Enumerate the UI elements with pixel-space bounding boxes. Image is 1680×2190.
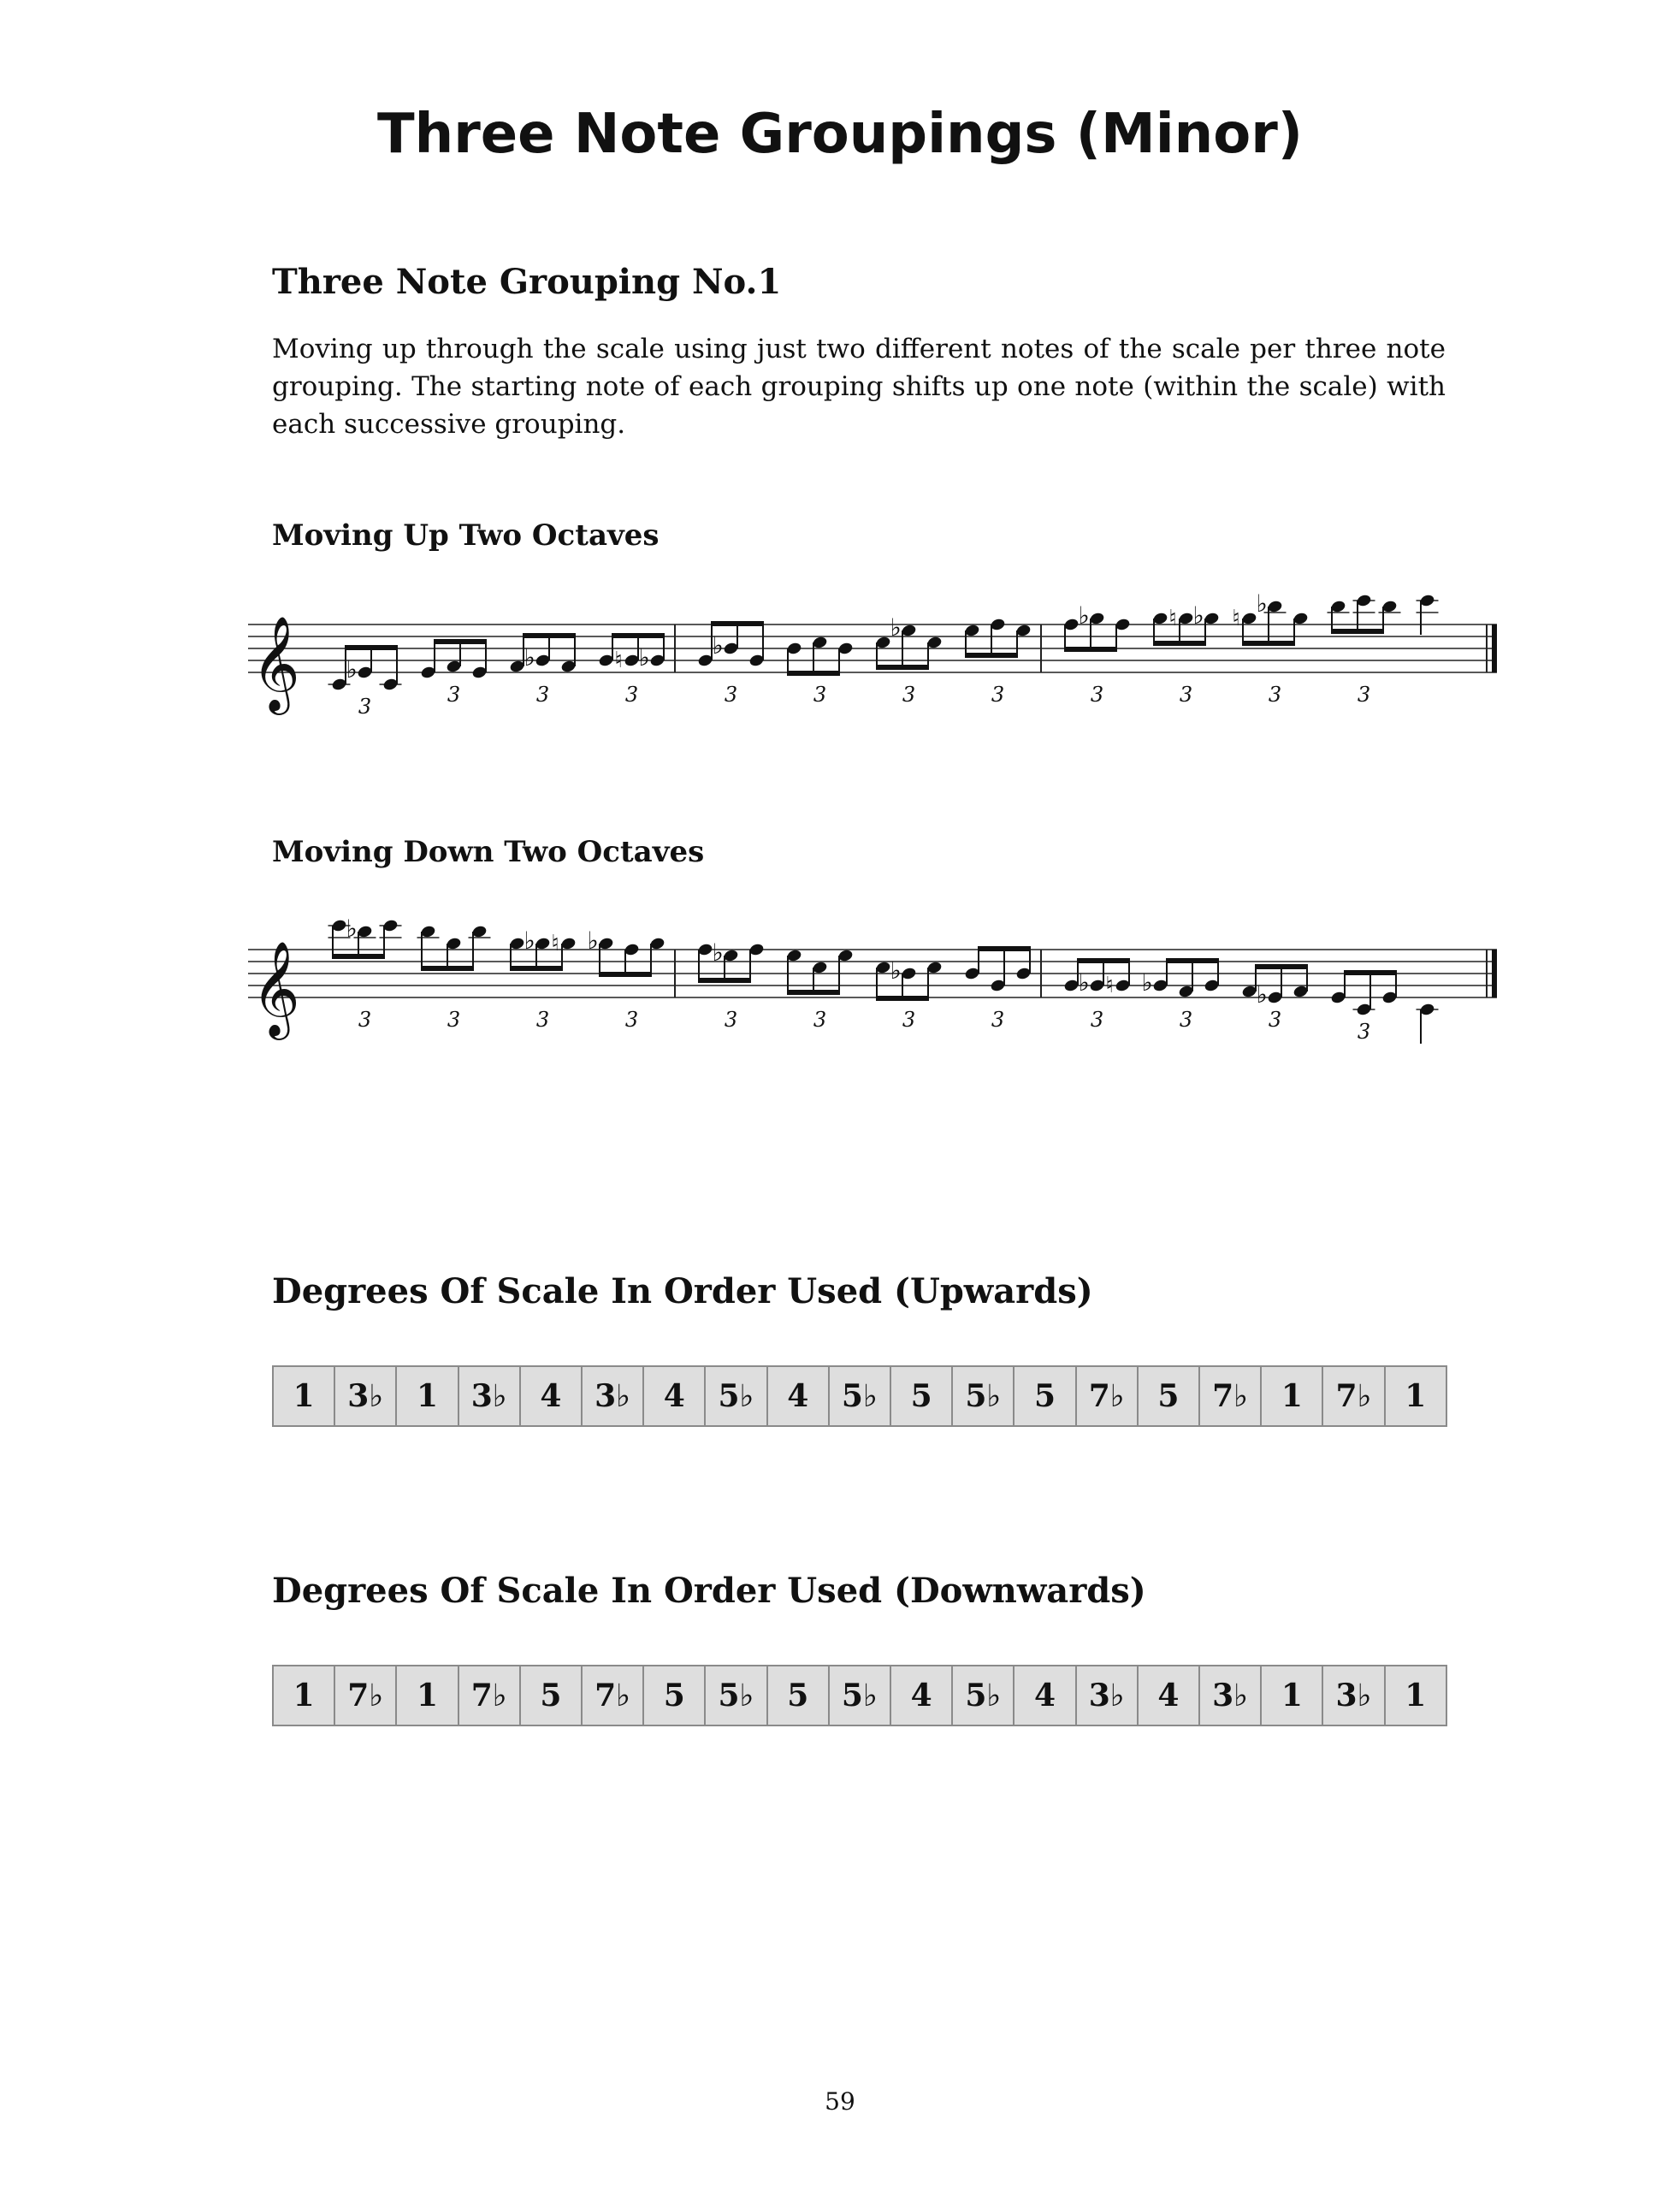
tuplet-label: 3 — [902, 1008, 916, 1032]
degree-cell: 4 — [1014, 1666, 1075, 1725]
degrees-upwards-table — [272, 1365, 1447, 1427]
staff-moving-down — [240, 890, 1523, 1078]
flat-icon: ♭ — [587, 926, 599, 955]
degree-cell: 4 — [1138, 1666, 1199, 1725]
natural-icon: ♮ — [1232, 606, 1240, 631]
degree-cell: 3♭ — [1076, 1666, 1138, 1725]
degree-cell: 7♭ — [334, 1666, 396, 1725]
beam — [877, 665, 928, 670]
degree-cell: 5 — [1014, 1366, 1075, 1426]
degree-cell: 1 — [273, 1366, 334, 1426]
flat-icon: ♭ — [890, 613, 902, 642]
degree-cell: 4 — [890, 1666, 952, 1725]
degree-cell: 4 — [520, 1366, 582, 1426]
degree-cell: 5 — [890, 1366, 952, 1426]
tuplet-label: 3 — [358, 1008, 372, 1032]
beam — [346, 645, 397, 650]
tuplet-label: 3 — [902, 683, 916, 707]
flat-icon: ♭ — [1256, 589, 1268, 618]
tuplet-label: 3 — [358, 695, 372, 719]
degree-cell: 4 — [643, 1366, 705, 1426]
degree-cell: 1 — [1385, 1366, 1446, 1426]
tuplet-label: 3 — [1268, 683, 1282, 707]
tuplet-label: 3 — [535, 683, 550, 707]
degree-cell: 3♭ — [582, 1366, 643, 1426]
degree-cell: 7♭ — [458, 1666, 520, 1725]
tuplet-label: 3 — [1357, 683, 1371, 707]
tuplet-label: 3 — [624, 683, 639, 707]
page-title: Three Note Groupings (Minor) — [376, 103, 1304, 166]
flat-icon: ♭ — [1192, 601, 1204, 630]
tuplet-label: 3 — [991, 1008, 1005, 1032]
flat-icon: ♭ — [1256, 980, 1268, 1009]
degree-cell: 3♭ — [1322, 1666, 1384, 1725]
tuplet-label: 3 — [447, 1008, 461, 1032]
tuplet-label: 3 — [724, 1008, 738, 1032]
treble-clef-icon: 𝄞 — [251, 940, 300, 1036]
flat-icon: ♭ — [524, 643, 535, 672]
tuplet-label: 3 — [991, 683, 1005, 707]
section-description: Moving up through the scale using just two different notes of the scale per three note grouping. The starting note of each grouping shifts up one note (within the scale) with each successive grouping. — [272, 334, 1446, 440]
beam — [1078, 958, 1129, 963]
degrees-downwards-heading: Degrees Of Scale In Order Used (Downwards) — [272, 1571, 1146, 1611]
degree-cell: 5♭ — [829, 1366, 890, 1426]
degree-cell: 5 — [520, 1666, 582, 1725]
tuplet-label: 3 — [1268, 1008, 1282, 1032]
beam — [877, 996, 928, 1001]
beam — [524, 633, 575, 638]
final-bar-thick — [1492, 950, 1497, 997]
degree-cell: 5♭ — [952, 1666, 1014, 1725]
natural-icon: ♮ — [614, 648, 623, 673]
beam — [511, 966, 562, 971]
degree-cell: 1 — [1385, 1666, 1446, 1725]
degree-cell: 7♭ — [1076, 1366, 1138, 1426]
treble-clef-icon: 𝄞 — [251, 615, 300, 711]
degree-cell: 5♭ — [952, 1366, 1014, 1426]
staff-moving-up — [240, 565, 1523, 753]
tuplet-label: 3 — [1179, 683, 1193, 707]
beam — [333, 954, 384, 959]
beam — [979, 946, 1030, 951]
degrees-downwards-table — [272, 1665, 1447, 1726]
tuplet-label: 3 — [1179, 1008, 1193, 1032]
final-bar-thick — [1492, 624, 1497, 672]
beam — [1243, 641, 1294, 646]
degree-cell: 3♭ — [334, 1366, 396, 1426]
beam — [422, 966, 473, 971]
beam — [1332, 629, 1383, 634]
degree-cell: 5 — [643, 1666, 705, 1725]
degree-cell: 7♭ — [582, 1666, 643, 1725]
flat-icon: ♭ — [1078, 601, 1090, 630]
tuplet-label: 3 — [1090, 1008, 1104, 1032]
degree-cell: 3♭ — [1199, 1666, 1261, 1725]
beam — [1154, 641, 1205, 646]
tuplet-label: 3 — [447, 683, 461, 707]
beam — [699, 978, 750, 983]
degree-cell: 5♭ — [829, 1666, 890, 1725]
degree-cell: 5♭ — [705, 1366, 766, 1426]
section-heading: Three Note Grouping No.1 — [272, 262, 782, 302]
tuplet-label: 3 — [624, 1008, 639, 1032]
beam — [788, 990, 839, 995]
beam — [1167, 958, 1218, 963]
tuplet-label: 3 — [535, 1008, 550, 1032]
degrees-upwards-heading: Degrees Of Scale In Order Used (Upwards) — [272, 1271, 1093, 1311]
beam — [1065, 647, 1116, 652]
beam — [788, 671, 839, 676]
degree-cell: 1 — [1261, 1366, 1322, 1426]
beam — [435, 639, 486, 644]
tuplet-label: 3 — [813, 683, 827, 707]
beam — [712, 621, 763, 626]
degree-cell: 5 — [767, 1666, 829, 1725]
degree-cell: 5♭ — [705, 1666, 766, 1725]
tuplet-label: 3 — [1090, 683, 1104, 707]
beam — [612, 633, 664, 638]
tuplet-label: 3 — [813, 1008, 827, 1032]
beam — [1256, 964, 1307, 969]
degree-cell: 7♭ — [1322, 1366, 1384, 1426]
degree-cell: 1 — [273, 1666, 334, 1725]
degree-cell: 7♭ — [1199, 1366, 1261, 1426]
moving-down-label: Moving Down Two Octaves — [272, 835, 705, 869]
natural-icon: ♮ — [1168, 606, 1177, 631]
moving-up-label: Moving Up Two Octaves — [272, 518, 660, 553]
degree-cell: 5 — [1138, 1366, 1199, 1426]
degree-cell: 1 — [1261, 1666, 1322, 1725]
flat-icon: ♭ — [346, 914, 358, 943]
flat-icon: ♭ — [638, 643, 650, 672]
natural-icon: ♮ — [1105, 973, 1114, 998]
tuplet-label: 3 — [1357, 1020, 1371, 1044]
natural-icon: ♮ — [551, 931, 559, 956]
flat-icon: ♭ — [712, 938, 724, 967]
degree-cell: 1 — [396, 1666, 458, 1725]
flat-icon: ♭ — [1078, 968, 1090, 997]
flat-icon: ♭ — [1141, 968, 1153, 997]
page-number: 59 — [825, 2087, 855, 2116]
beam — [600, 972, 651, 977]
beam — [1345, 970, 1396, 975]
degree-cell: 3♭ — [458, 1366, 520, 1426]
tuplet-label: 3 — [724, 683, 738, 707]
flat-icon: ♭ — [346, 655, 358, 684]
degree-cell: 4 — [767, 1366, 829, 1426]
flat-icon: ♭ — [712, 631, 724, 660]
beam — [966, 653, 1017, 658]
flat-icon: ♭ — [890, 956, 902, 985]
degree-cell: 1 — [396, 1366, 458, 1426]
flat-icon: ♭ — [524, 926, 535, 955]
